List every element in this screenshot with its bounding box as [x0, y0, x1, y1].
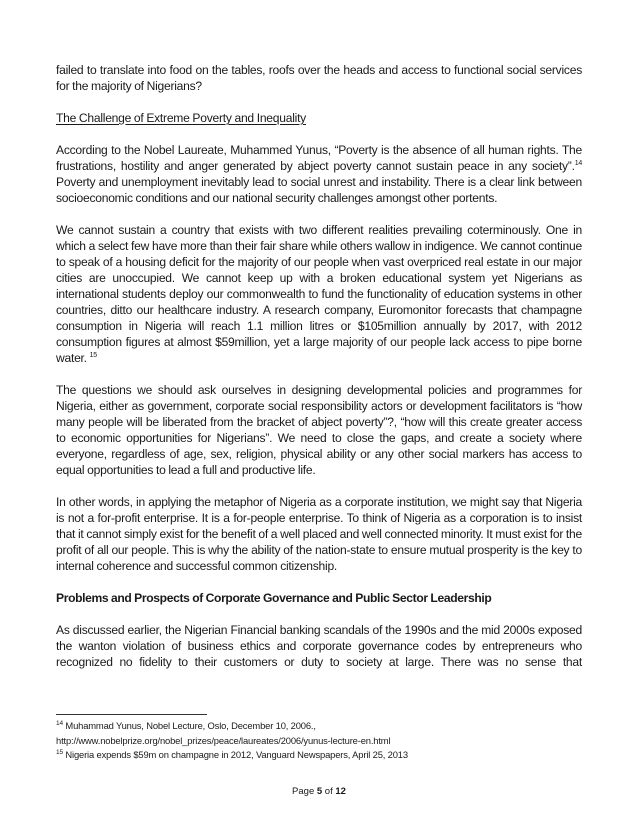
- footnote-15: [56, 748, 596, 763]
- total-pages: 12: [335, 786, 346, 797]
- section-heading-poverty: [56, 110, 582, 126]
- footnote-14-link[interactable]: http://www.nobelprize.org/nobel_prizes/peace/laureates/2006/yunus-lecture-en.html: [56, 734, 391, 746]
- footnote-number: 14: [56, 720, 63, 727]
- paragraph-text: We cannot sustain a country that exists with two different realities prevailing coterminously. One in which a select few have more than their fair share while others wallow in indigence. We cannot continue to speak of a housing deficit for the majority of our people when vast overpriced real estate in our major cities are unoccupied. We cannot keep up with a broken educational system yet Nigerians as international students deploy our commonwealth to fund the functionality of education systems in other countries, ditto our healthcare industry. A research company, Euromonitor forecasts that champagne consumption in Nigeria will reach 1.1 million litres or $105million annually by 2017, with 2012 consumption figures at almost $59million, yet a large majority of our people lack access to pipe borne water.: [56, 223, 582, 365]
- section-heading-text: The Challenge of Extreme Poverty and Inequality: [56, 111, 306, 125]
- paragraph: [56, 222, 582, 366]
- current-page: 5: [316, 786, 323, 797]
- footnote-number: 15: [56, 749, 63, 756]
- page-label: Page: [292, 786, 317, 797]
- paragraph: [56, 142, 582, 206]
- footnote-separator: [56, 714, 207, 715]
- paragraph-text: Poverty and unemployment inevitably lead to social unrest and instability. There is a clear link between socioeconomic conditions and our national security challenges amongst other portents.: [56, 175, 582, 205]
- paragraph-text: According to the Nobel Laureate, Muhammed Yunus, “Poverty is the absence of all human rights. The frustrations, hostility and anger generated by abject poverty cannot sustain peace in any society”.: [56, 143, 582, 173]
- paragraph: As discussed earlier, the Nigerian Financial banking scandals of the 1990s and the mid 2000s exposed the wanton violation of business ethics and corporate governance codes by entrepreneurs who recognized no fidelity to their customers or duty to society at large. There was no sense that: [56, 623, 582, 669]
- footnotes: [56, 719, 596, 763]
- footnote-14: [56, 719, 596, 734]
- page-number-footer: [0, 786, 638, 797]
- of-label: of: [322, 786, 336, 797]
- footnote-text: Nigeria expends $59m on champagne in 2012, Vanguard Newspapers, April 25, 2013: [65, 749, 408, 760]
- section-heading-text: Problems and Prospects of Corporate Governance and Public Sector Leadership: [56, 591, 492, 605]
- paragraph: failed to translate into food on the tables, roofs over the heads and access to functional social services for the majority of Nigerians?: [56, 63, 582, 93]
- document-body: [56, 62, 582, 686]
- paragraph: In other words, in applying the metaphor of Nigeria as a corporate institution, we might say that Nigeria is not a for-profit enterprise. It is a for-people enterprise. To think of Nigeria as a corporation is to insist that it cannot simply exist for the benefit of a well placed and well connected minority. It must exist for the profit of all our people. This is why the ability of the nation-state to ensure mutual prosperity is the key to internal coherence and successful common citizenship.: [56, 495, 582, 573]
- paragraph: The questions we should ask ourselves in designing developmental policies and programmes for Nigeria, either as government, corporate social responsibility actors or development facilitators is “how many people will be liberated from the bracket of abject poverty”?, “how will this create greater access to economic opportunities for Nigerians”. We need to close the gaps, and create a society where everyone, regardless of age, sex, religion, physical ability or any other social markers has access to equal opportunities to lead a full and productive life.: [56, 383, 582, 477]
- footnote-ref-15[interactable]: 15: [89, 352, 97, 359]
- footnote-text: Muhammad Yunus, Nobel Lecture, Oslo, December 10, 2006.,: [65, 720, 316, 731]
- section-heading-governance: [56, 590, 582, 606]
- footnote-ref-14[interactable]: 14: [574, 160, 582, 167]
